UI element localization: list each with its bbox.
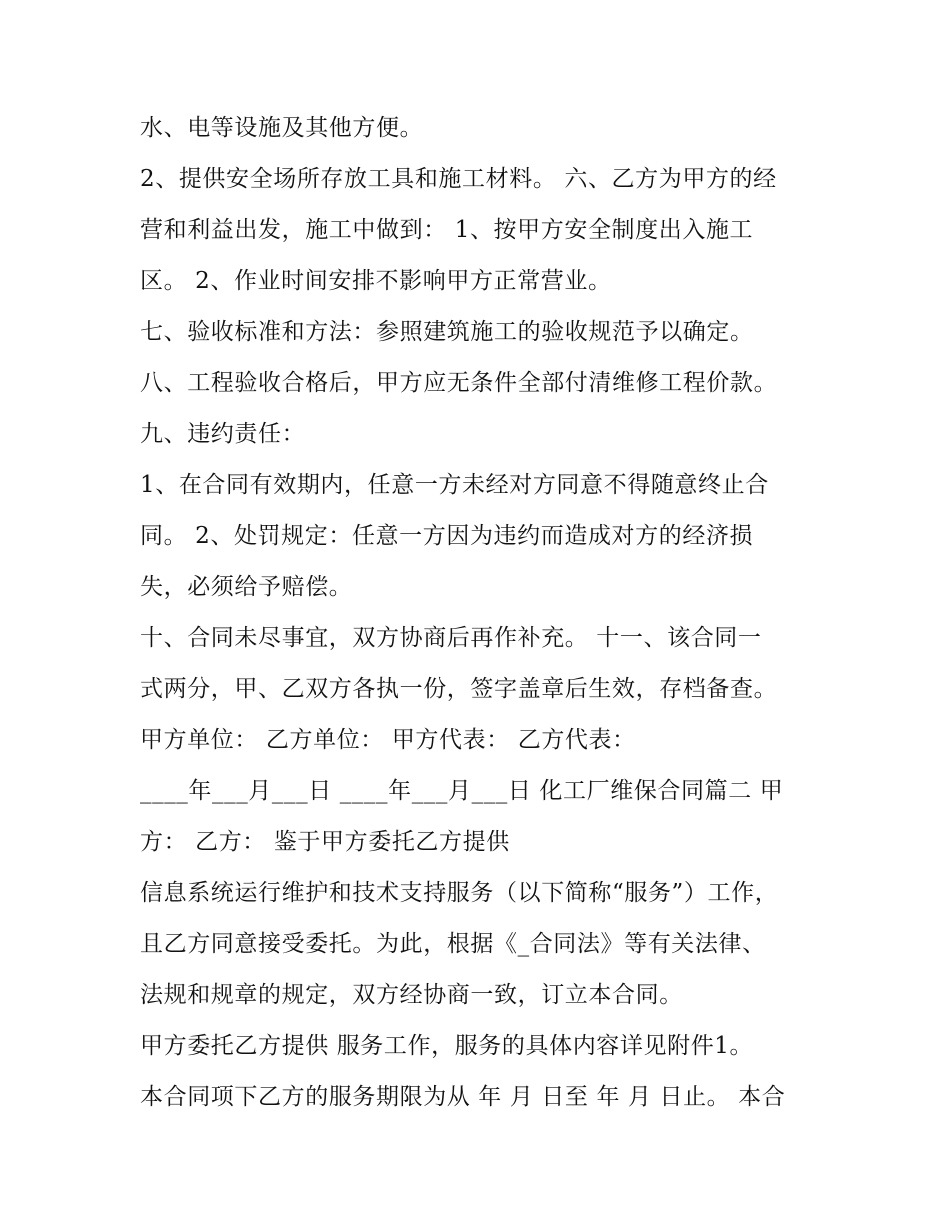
text-line-5: 七、验收标准和方法：参照建筑施工的验收规范予以确定。 [140, 319, 754, 345]
text-line-7: 九、违约责任： [140, 421, 306, 447]
text-line-10: 失，必须给予赔偿。 [140, 574, 353, 600]
text-line-1: 水、电等设施及其他方便。 [140, 115, 424, 141]
text-line-18: 法规和规章的规定，双方经协商一致，订立本合同。 [140, 982, 683, 1008]
text-line-19: 甲方委托乙方提供 服务工作，服务的具体内容详见附件1。 [140, 1033, 754, 1059]
text-line-11: 十、合同未尽事宜，双方协商后再作补充。 十一、该合同一 [140, 625, 762, 651]
text-line-8: 1、在合同有效期内，任意一方未经对方同意不得随意终止合 [140, 472, 769, 498]
text-line-17: 且乙方同意接受委托。为此，根据《_合同法》等有关法律、 [140, 931, 766, 957]
text-line-16: 信息系统运行维护和技术支持服务（以下简称“服务”）工作， [140, 880, 779, 906]
text-line-12: 式两分，甲、乙双方各执一份，签字盖章后生效，存档备查。 [140, 676, 778, 702]
text-line-13: 甲方单位： 乙方单位： 甲方代表： 乙方代表： [140, 727, 636, 753]
text-line-9: 同。 2、处罚规定：任意一方因为违约而造成对方的经济损 [140, 523, 754, 549]
text-line-14: ____年___月___日 ____年___月___日 化工厂维保合同篇二 甲 [140, 778, 784, 804]
text-line-3: 营和利益出发，施工中做到： 1、按甲方安全制度出入施工 [140, 217, 754, 243]
text-line-4: 区。 2、作业时间安排不影响甲方正常营业。 [140, 268, 612, 294]
text-line-15: 方： 乙方： 鉴于甲方委托乙方提供 [140, 829, 510, 855]
text-line-6: 八、工程验收合格后，甲方应无条件全部付清维修工程价款。 [140, 370, 778, 396]
text-line-2: 2、提供安全场所存放工具和施工材料。 六、乙方为甲方的经 [140, 166, 777, 192]
text-line-20: 本合同项下乙方的服务期限为从 年 月 日至 年 月 日止。 本合 [140, 1084, 786, 1110]
